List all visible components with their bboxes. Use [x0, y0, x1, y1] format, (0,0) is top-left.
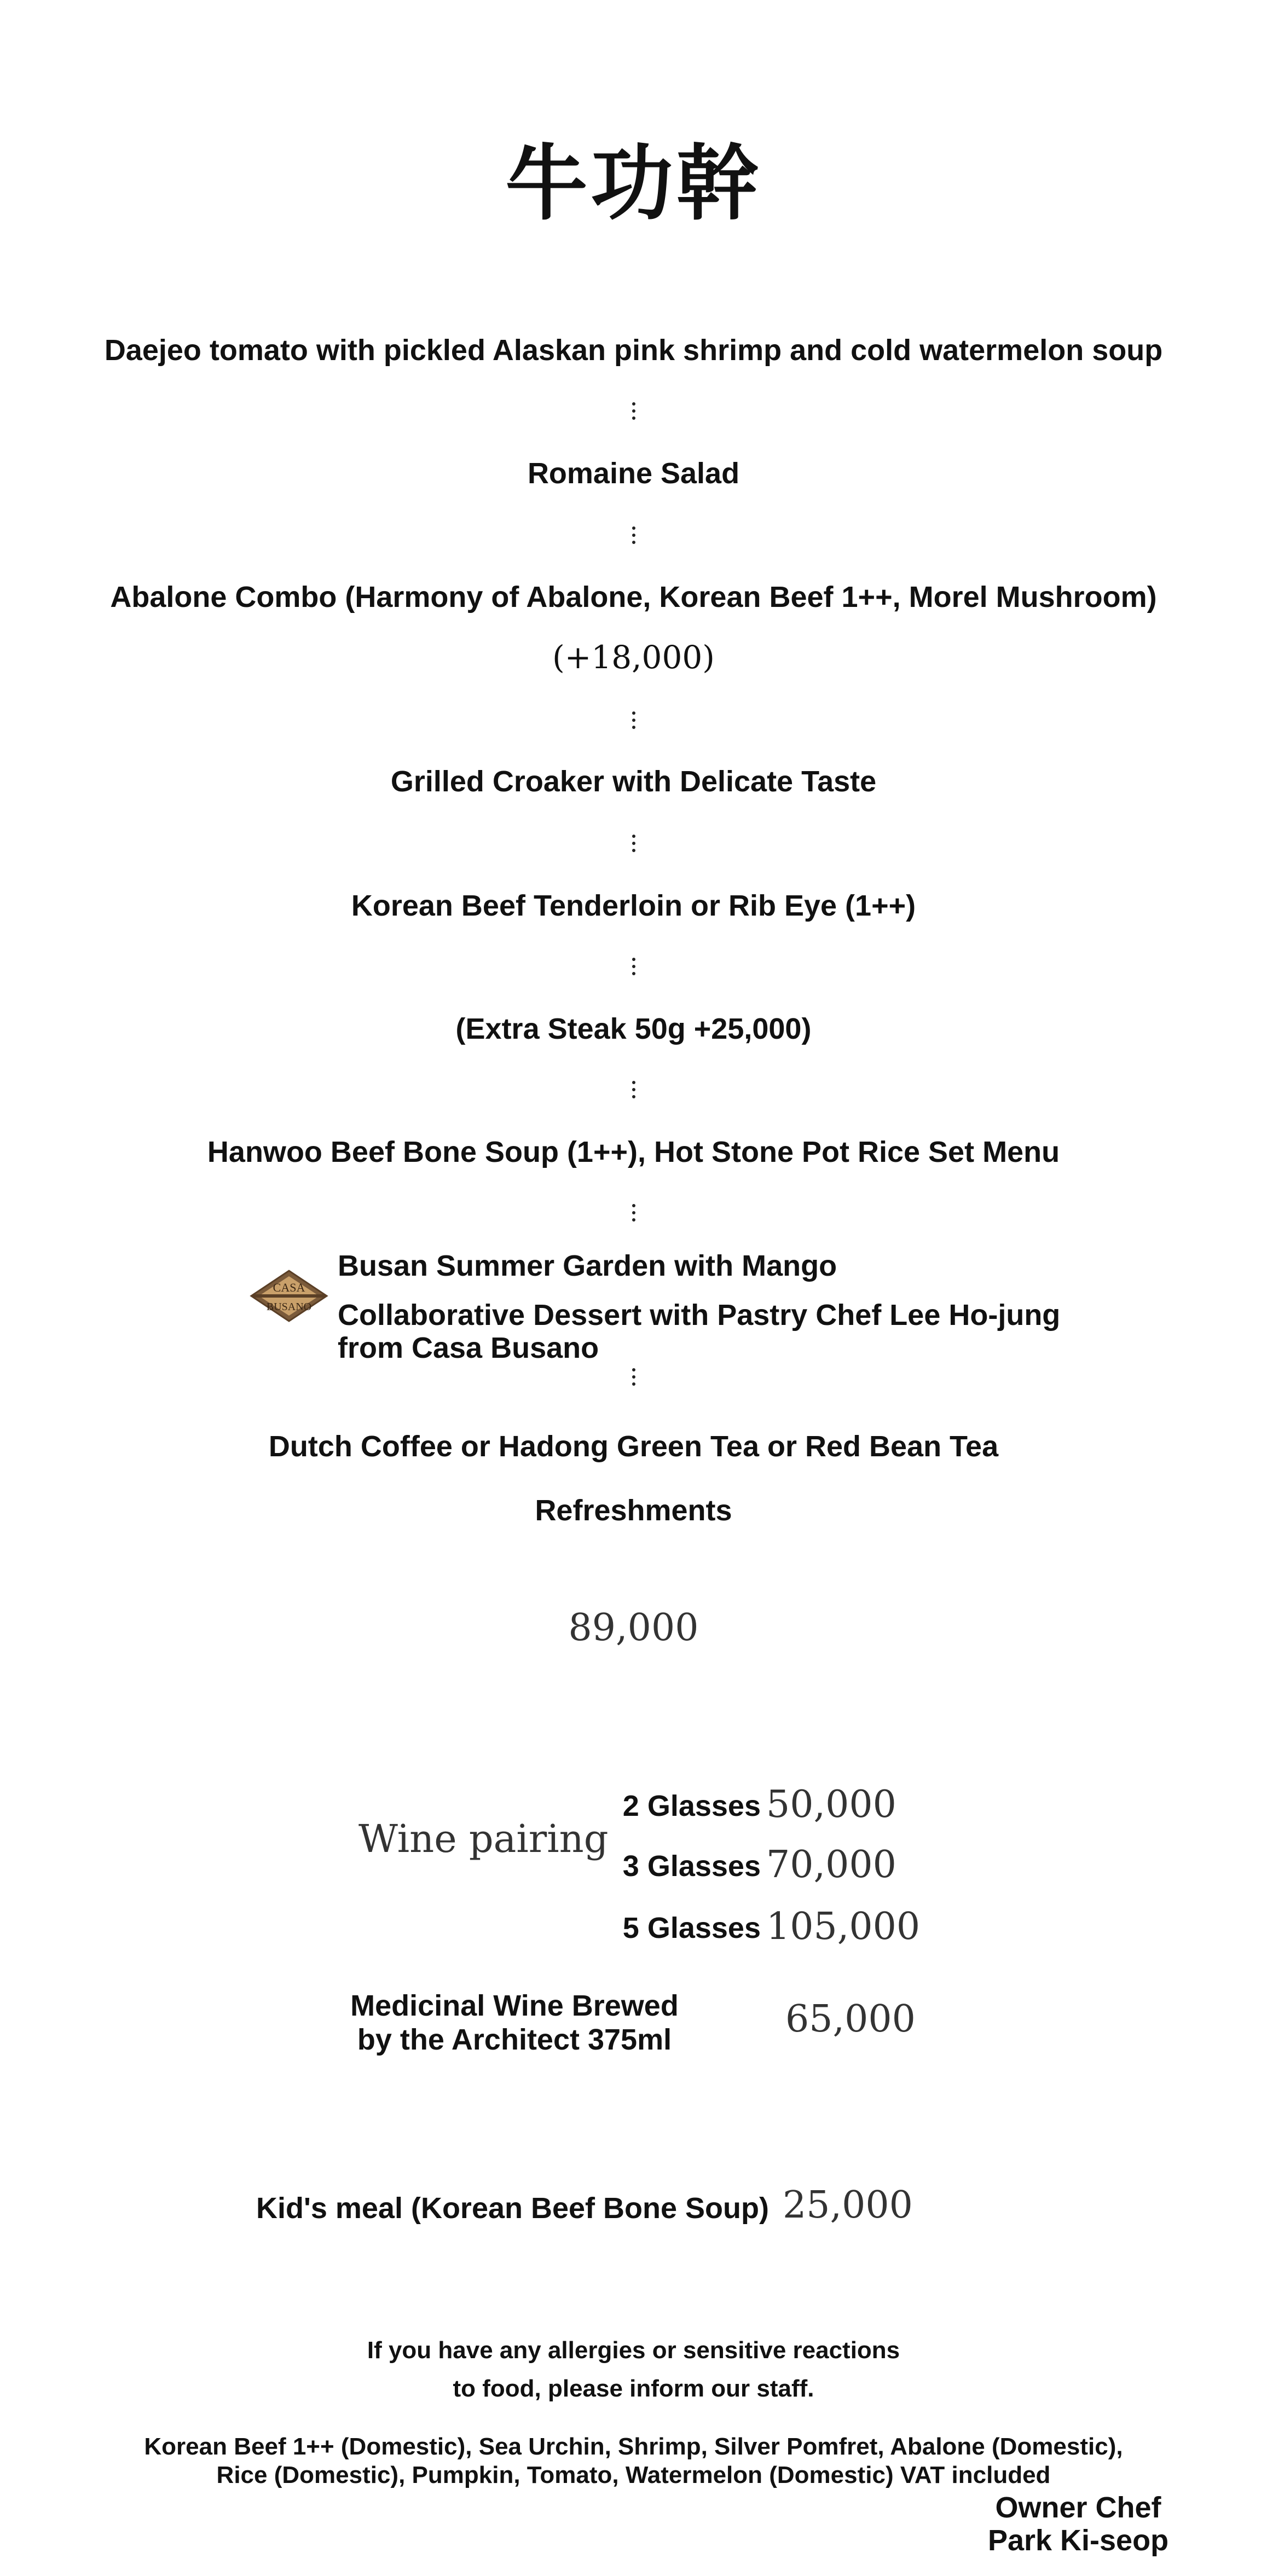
origin-info: Korean Beef 1++ (Domestic), Sea Urchin, Shrimp, Silver Pomfret, Abalone (Domestic),	[144, 2433, 1123, 2460]
wine-option-label: 3 Glasses	[622, 1850, 761, 1883]
extra-steak-option: (Extra Steak 50g +25,000)	[455, 1012, 812, 1045]
wine-option-label: 2 Glasses	[622, 1790, 761, 1822]
dessert-description-continued: from Casa Busano	[338, 1332, 599, 1364]
allergy-notice-continued: to food, please inform our staff.	[453, 2375, 814, 2402]
course-item: Abalone Combo (Harmony of Abalone, Korean Beef 1++, Morel Mushroom)	[110, 581, 1157, 613]
course-item: Romaine Salad	[527, 457, 740, 490]
course-price: 89,000	[568, 1606, 699, 1649]
casa-busano-logo	[249, 1269, 329, 1323]
wine-option-price: 105,000	[766, 1905, 921, 1948]
course-item: Korean Beef Tenderloin or Rib Eye (1++)	[351, 889, 916, 922]
origin-info-continued: Rice (Domestic), Pumpkin, Tomato, Watermelon (Domestic) VAT included	[216, 2462, 1051, 2488]
vertical-ellipsis-icon	[0, 526, 1267, 548]
logo-text-top: CASA	[273, 1281, 305, 1294]
course-item: Daejeo tomato with pickled Alaskan pink shrimp and cold watermelon soup	[104, 334, 1163, 367]
course-item: Grilled Croaker with Delicate Taste	[390, 765, 877, 798]
wine-option-price: 70,000	[766, 1843, 896, 1886]
refreshments-label: Refreshments	[535, 1494, 732, 1527]
medicinal-wine-volume: by the Architect 375ml	[357, 2023, 672, 2056]
vertical-ellipsis-icon	[0, 711, 1267, 733]
kids-meal-price: 25,000	[783, 2184, 913, 2227]
medicinal-wine-label: Medicinal Wine Brewed	[350, 1989, 679, 2022]
allergy-notice: If you have any allergies or sensitive reactions	[367, 2337, 900, 2364]
chef-name: Park Ki-seop	[987, 2524, 1169, 2557]
restaurant-title: 牛功幹	[505, 135, 762, 231]
course-item: Hanwoo Beef Bone Soup (1++), Hot Stone Pot Rice Set Menu	[207, 1136, 1060, 1168]
dessert-name: Busan Summer Garden with Mango	[338, 1249, 837, 1282]
vertical-ellipsis-icon	[0, 1081, 1267, 1103]
kids-meal-label: Kid's meal (Korean Beef Bone Soup)	[256, 2192, 769, 2225]
vertical-ellipsis-icon	[0, 1204, 1267, 1226]
wine-option-label: 5 Glasses	[622, 1912, 761, 1944]
vertical-ellipsis-icon	[0, 958, 1267, 980]
dessert-description: Collaborative Dessert with Pastry Chef Lee Ho-jung	[338, 1299, 1061, 1332]
medicinal-wine-price: 65,000	[785, 1998, 916, 2041]
wine-pairing-label: Wine pairing	[358, 1816, 609, 1861]
vertical-ellipsis-icon	[0, 835, 1267, 856]
wine-option-price: 50,000	[766, 1783, 896, 1826]
vertical-ellipsis-icon	[0, 1368, 1267, 1390]
vertical-ellipsis-icon	[0, 402, 1267, 424]
drink-selection: Dutch Coffee or Hadong Green Tea or Red Bean Tea	[268, 1430, 999, 1463]
chef-title: Owner Chef	[995, 2491, 1161, 2524]
surcharge-price: (+18,000)	[552, 639, 715, 676]
logo-text-bottom: BUSANO	[266, 1301, 312, 1313]
